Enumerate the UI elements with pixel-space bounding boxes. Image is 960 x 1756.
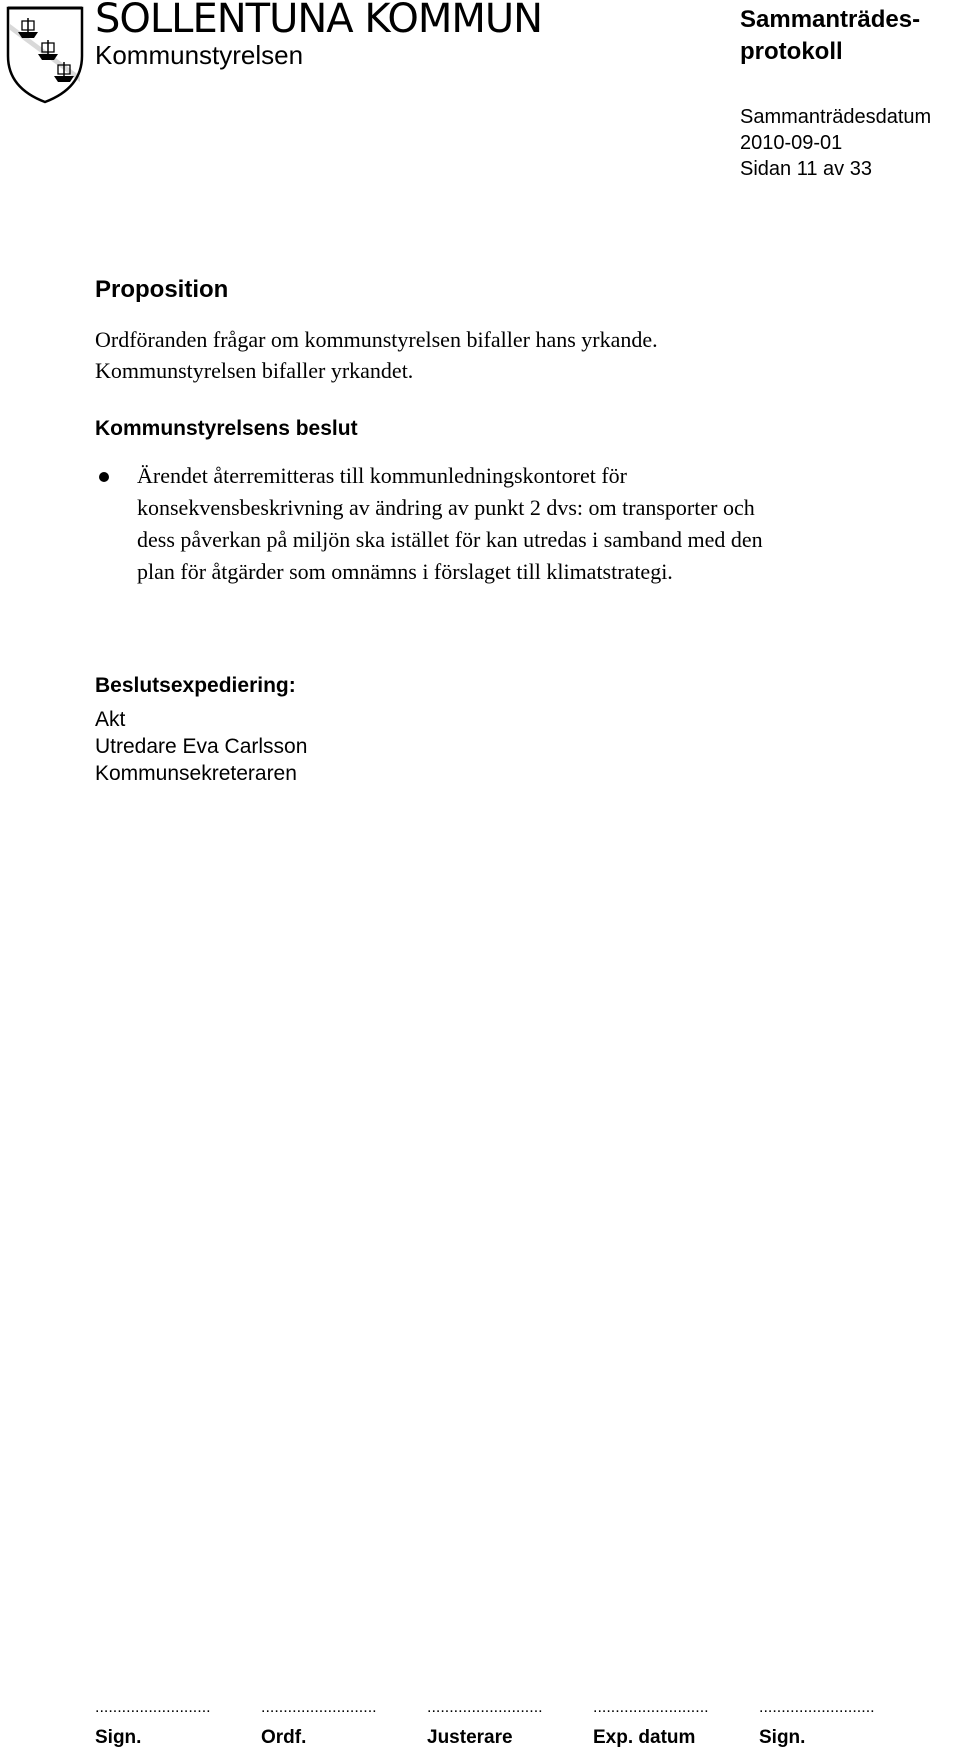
organization-unit: Kommunstyrelsen: [95, 40, 304, 70]
signature-line: ..........................: [593, 1699, 709, 1716]
signature-line: ..........................: [95, 1699, 211, 1716]
document-type-line-2: protokoll: [740, 38, 843, 65]
meeting-date-label: Sammanträdesdatum: [740, 106, 932, 128]
signature-cell: [759, 1700, 875, 1750]
proposition-heading: Proposition: [95, 276, 229, 303]
signature-line: ..........................: [427, 1699, 543, 1716]
signature-cell: [95, 1700, 211, 1750]
decision-bullet-line: Ärendet återremitteras till kommunledningskontoret för: [137, 463, 627, 488]
distribution-list: [95, 706, 307, 787]
meeting-date: 2010-09-01: [740, 132, 843, 154]
decision-bullet-line: dess påverkan på miljön ska istället för kan utredas i samband med den: [137, 527, 763, 552]
decision-bullet-text: [137, 460, 935, 588]
distribution-item: Akt: [95, 708, 126, 731]
signature-cell: [427, 1700, 543, 1750]
distribution-item: Utredare Eva Carlsson: [95, 735, 308, 758]
signature-label: Ordf.: [261, 1727, 307, 1748]
signature-label: Sign.: [759, 1727, 806, 1748]
distribution-item: Kommunsekreteraren: [95, 762, 297, 785]
signature-label: Sign.: [95, 1727, 142, 1748]
signature-label: Exp. datum: [593, 1727, 696, 1748]
decision-bullet-line: konsekvensbeskrivning av ändring av punkt 2 dvs: om transporter och: [137, 495, 755, 520]
decision-bullet: [95, 460, 935, 588]
bullet-icon: [99, 472, 109, 482]
organization-name: SOLLENTUNA KOMMUN: [95, 0, 543, 42]
signature-line: ..........................: [759, 1699, 875, 1716]
decision-bullet-line: plan för åtgärder som omnämns i förslaget till klimatstrategi.: [137, 559, 673, 584]
decision-heading: Kommunstyrelsens beslut: [95, 417, 358, 440]
proposition-line: Ordföranden frågar om kommunstyrelsen bifaller hans yrkande.: [95, 327, 658, 352]
municipal-coat-of-arms-logo: [4, 4, 86, 104]
meeting-meta: [740, 104, 931, 182]
signature-label: Justerare: [427, 1727, 513, 1748]
page-info: Sidan 11 av 33: [740, 158, 872, 180]
signature-cell: [593, 1700, 709, 1750]
distribution-heading: Beslutsexpediering:: [95, 674, 296, 697]
document-type-line-1: Sammanträdes-: [740, 6, 921, 33]
signature-cell: [261, 1700, 377, 1750]
document-type: [740, 4, 920, 68]
proposition-line: Kommunstyrelsen bifaller yrkandet.: [95, 358, 414, 383]
signature-line: ..........................: [261, 1699, 377, 1716]
